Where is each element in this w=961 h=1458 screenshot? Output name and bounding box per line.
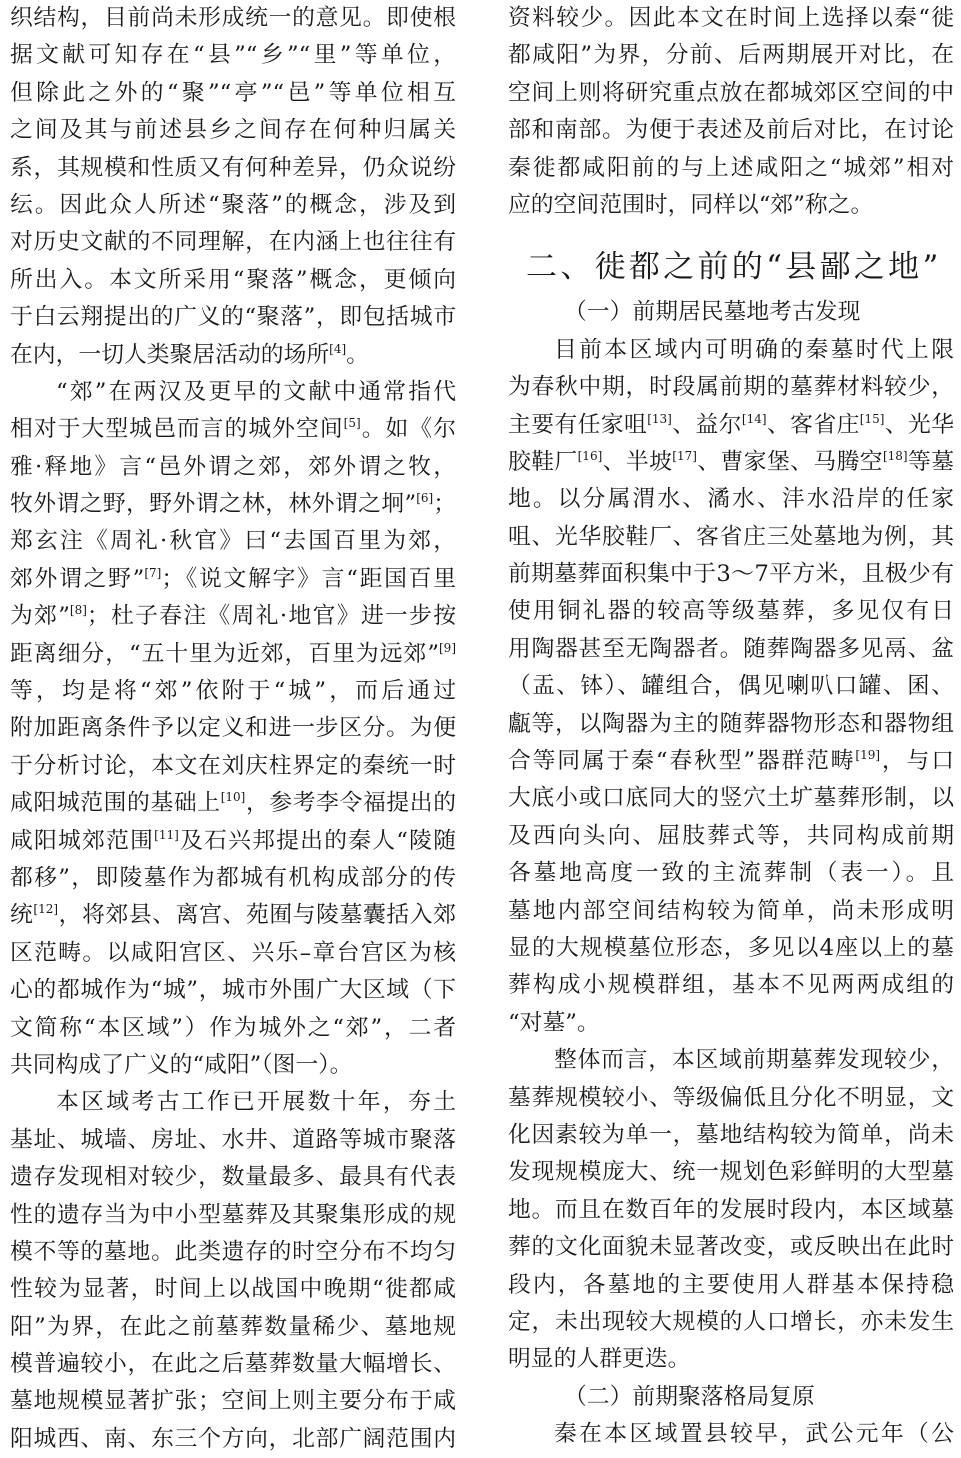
text-line xyxy=(10,0,456,37)
text-fragment: 秦在本区域置县较早，武公元年（公 xyxy=(554,1421,954,1448)
text-line xyxy=(508,706,954,743)
text-line xyxy=(10,150,456,187)
text-fragment: 使用铜礼器的较高等级墓葬，多见仅有日 xyxy=(508,598,954,625)
text-line xyxy=(508,967,954,1004)
text-line xyxy=(10,224,456,261)
text-fragment: 大底小或口底同大的竖穴土圹墓葬形制，以 xyxy=(508,785,954,812)
text-fragment: 部和南部。为便于表述及前后对比，在讨论 xyxy=(508,117,954,144)
text-fragment: 牧外谓之野，野外谓之林，林外谓之坰” xyxy=(10,491,417,518)
text-fragment: 模普遍较小，在此之后墓葬数量大幅增长、 xyxy=(10,1351,456,1378)
text-fragment: 等，均是将“郊”依附于“城”，而后通过 xyxy=(10,678,456,705)
text-line xyxy=(10,1309,456,1346)
text-line xyxy=(10,1234,456,1271)
text-line xyxy=(10,262,456,299)
text-fragment: ，参考李令福提出的 xyxy=(245,790,456,817)
text-fragment: “对墓”。 xyxy=(508,1009,600,1036)
text-line xyxy=(10,1159,456,1196)
text-fragment: 墓地内部空间结构较为简单，尚未形成明 xyxy=(508,897,954,924)
text-line xyxy=(508,1192,954,1229)
text-fragment: 地。而且在数百年的发展时段内，本区域墓 xyxy=(508,1196,954,1223)
text-fragment: 为郊” xyxy=(10,603,70,630)
text-fragment: 葬的文化面貌未显著改变，或反映出在此时 xyxy=(508,1234,954,1261)
text-fragment: 发现规模庞大、统一规划色彩鲜明的大型墓 xyxy=(508,1159,954,1186)
text-line xyxy=(508,1341,954,1378)
text-fragment: 对历史文献的不同理解，在内涵上也往往有 xyxy=(10,229,456,256)
subheading-settlement-pattern: （二）前期聚落格局复原 xyxy=(564,1383,815,1410)
text-fragment: 胶鞋厂 xyxy=(508,448,578,475)
text-fragment: 前期墓葬面积集中于3～7平方米，且极少有 xyxy=(508,561,954,588)
text-fragment: 据文献可知存在“县”“乡”“里”等单位， xyxy=(10,42,456,69)
text-line xyxy=(508,481,954,518)
text-fragment: 、半坡 xyxy=(602,448,673,475)
text-fragment: 明显的人群更迭。 xyxy=(508,1346,691,1373)
text-line xyxy=(10,374,456,411)
text-line xyxy=(10,673,456,710)
citation-ref: [5] xyxy=(343,416,361,431)
text-line xyxy=(10,523,456,560)
text-fragment: 但除此之外的“聚”“亭”“邑”等单位相互 xyxy=(10,79,456,106)
text-line xyxy=(10,598,456,635)
citation-ref: [17] xyxy=(672,448,697,463)
text-fragment: 等墓 xyxy=(907,448,954,475)
text-fragment: 葬构成小规模群组，基本不见两两成组的 xyxy=(508,972,954,999)
text-fragment: 统 xyxy=(10,902,34,929)
text-fragment: 遗存发现相对较少，数量最多、最具有代表 xyxy=(10,1164,456,1191)
citation-ref: [11] xyxy=(154,827,179,842)
text-fragment: 距离细分，“五十里为近郊，百里为远郊” xyxy=(10,640,439,667)
text-fragment: 阳”为界，在此之前墓葬数量稀少、墓地规 xyxy=(10,1313,456,1340)
text-line xyxy=(10,299,456,336)
text-fragment: 系，其规模和性质又有何种差异，仍众说纷 xyxy=(10,154,456,181)
text-fragment: 区范畴。以咸阳宫区、兴乐–章台宫区为核 xyxy=(10,939,456,966)
text-line xyxy=(508,668,954,705)
text-fragment: “郊”在两汉及更早的文献中通常指代 xyxy=(56,378,456,405)
text-fragment: 合等同属于秦“春秋型”器群范畴 xyxy=(508,748,856,775)
text-line xyxy=(10,972,456,1009)
text-fragment: 为春秋中期，时段属前期的墓葬材料较少， xyxy=(508,374,954,401)
text-line xyxy=(508,1304,954,1341)
text-fragment: 甗等，以陶器为主的随葬器物形态和器物组 xyxy=(508,710,954,737)
text-line xyxy=(10,411,456,448)
text-line xyxy=(508,593,954,630)
text-line xyxy=(10,486,456,523)
text-fragment: 都移”，即陵墓作为都城有机构成部分的传 xyxy=(10,864,456,891)
citation-ref: [19] xyxy=(855,748,881,763)
text-fragment: 。如《尔 xyxy=(360,416,456,443)
subheading-burial-sites: （一）前期居民墓地考古发现 xyxy=(564,299,861,326)
text-fragment: 心的都城作为“城”，城市外围广大区域（下 xyxy=(10,977,456,1004)
text-fragment: 咸阳城郊范围 xyxy=(10,827,155,854)
text-fragment: 化因素较为单一，墓地结构较为简单，尚未 xyxy=(508,1121,954,1148)
text-fragment: 咸阳城范围的基础上 xyxy=(10,790,221,817)
text-fragment: 整体而言，本区域前期墓葬发现较少， xyxy=(554,1047,954,1074)
text-fragment: 墓葬规模较小、等级偏低且分化不明显，文 xyxy=(508,1084,954,1111)
text-fragment: 资料较少。因此本文在时间上选择以秦“徙 xyxy=(508,5,954,31)
text-fragment: 段内，各墓地的主要使用人群基本保持稳 xyxy=(508,1271,954,1298)
left-column xyxy=(10,0,456,1458)
text-fragment: 各墓地高度一致的主流葬制（表一）。且 xyxy=(508,860,954,887)
text-fragment: 、曹家堡、马腾空 xyxy=(696,448,883,475)
text-line xyxy=(10,1346,456,1383)
text-fragment: 秦徙都咸阳前的与上述咸阳之“城郊”相对 xyxy=(508,154,954,181)
right-paragraph-county xyxy=(508,1416,954,1453)
text-line xyxy=(10,785,456,822)
text-line xyxy=(508,1117,954,1154)
text-line xyxy=(508,855,954,892)
citation-ref: [12] xyxy=(33,902,59,917)
text-line xyxy=(508,1229,954,1266)
text-line xyxy=(508,75,954,112)
text-fragment: 咀、光华胶鞋厂、客省庄三处墓地为例，其 xyxy=(508,523,954,550)
text-fragment: 用陶器甚至无陶器者。随葬陶器多见鬲、盆 xyxy=(508,635,954,662)
text-fragment: ，与口 xyxy=(880,748,954,775)
text-line xyxy=(508,930,954,967)
text-fragment: 、益尔 xyxy=(671,411,742,438)
text-line xyxy=(508,112,954,149)
text-fragment: （盂、钵）、罐组合，偶见喇叭口罐、囷、 xyxy=(508,673,954,700)
citation-ref: [7] xyxy=(144,565,162,580)
text-fragment: 墓地规模显著扩张；空间上则主要分布于咸 xyxy=(10,1388,456,1415)
text-line xyxy=(10,1383,456,1420)
text-fragment: 在内，一切人类聚居活动的场所 xyxy=(10,341,330,368)
text-line xyxy=(508,519,954,556)
citation-ref: [14] xyxy=(741,411,767,426)
text-line xyxy=(10,1084,456,1121)
text-fragment: 、光华 xyxy=(884,411,954,438)
text-line xyxy=(508,1416,954,1453)
text-line xyxy=(10,897,456,934)
text-line xyxy=(10,710,456,747)
text-fragment: 基址、城墙、房址、水井、道路等城市聚落 xyxy=(10,1126,456,1153)
text-fragment: 地。以分属渭水、潏水、沣水沿岸的任家 xyxy=(508,486,954,513)
text-line xyxy=(10,1421,456,1458)
text-fragment: 应的空间范围时，同样以“郊”称之。 xyxy=(508,191,874,218)
citation-ref: [6] xyxy=(416,491,434,506)
text-line xyxy=(508,556,954,593)
citation-ref: [13] xyxy=(647,411,672,426)
right-paragraphs-burials xyxy=(508,332,954,1379)
text-line xyxy=(508,780,954,817)
text-fragment: 本区域考古工作已开展数十年，夯土 xyxy=(56,1089,456,1116)
text-fragment: 之间及其与前述县乡之间存在何种归属关 xyxy=(10,117,456,144)
text-line xyxy=(508,407,954,444)
text-line xyxy=(10,823,456,860)
text-line xyxy=(10,112,456,149)
text-fragment: 性的遗存当为中小型墓葬及其聚集形成的规 xyxy=(10,1201,456,1228)
text-line xyxy=(10,748,456,785)
text-line xyxy=(10,860,456,897)
text-fragment: ；《说文解字》言“距国百里 xyxy=(161,565,456,592)
text-line xyxy=(508,631,954,668)
text-line xyxy=(508,1005,954,1042)
text-fragment: ；杜子春注《周礼·地官》进一步按 xyxy=(86,603,456,630)
text-line xyxy=(10,75,456,112)
right-column xyxy=(508,0,954,1453)
text-fragment: 定，未出现较大规模的人口增长，亦未发生 xyxy=(508,1308,954,1335)
citation-ref: [15] xyxy=(859,411,885,426)
text-fragment: 织结构，目前尚未形成统一的意见。即使根 xyxy=(10,5,456,31)
text-fragment: ； xyxy=(433,491,456,518)
section-heading: 二、徙都之前的“县鄙之地” xyxy=(526,249,942,286)
text-line xyxy=(10,1122,456,1159)
text-line xyxy=(508,369,954,406)
citation-ref: [10] xyxy=(220,790,246,805)
text-fragment: 目前本区域内可明确的秦墓时代上限 xyxy=(554,336,954,363)
text-fragment: 郊外谓之野” xyxy=(10,565,145,592)
text-fragment: 雅·释地》言“邑外谓之郊，郊外谓之牧， xyxy=(10,453,456,480)
text-line xyxy=(508,37,954,74)
right-paragraph-intro xyxy=(508,0,954,224)
text-fragment: 阳城西、南、东三个方向，北部广阔范围内 xyxy=(10,1425,456,1452)
citation-ref: [8] xyxy=(69,603,87,618)
text-line xyxy=(508,1042,954,1079)
text-line xyxy=(508,0,954,37)
text-fragment: 。 xyxy=(346,341,369,368)
citation-ref: [16] xyxy=(577,448,603,463)
text-line xyxy=(10,187,456,224)
text-fragment: 主要有任家咀 xyxy=(508,411,648,438)
text-fragment: 纭。因此众人所述“聚落”的概念，涉及到 xyxy=(10,191,456,218)
text-line xyxy=(508,332,954,369)
citation-ref: [18] xyxy=(882,448,908,463)
citation-ref: [4] xyxy=(329,341,347,356)
text-line xyxy=(508,187,954,224)
text-fragment: 、客省庄 xyxy=(766,411,860,438)
text-line xyxy=(10,337,456,374)
text-line xyxy=(508,743,954,780)
text-line xyxy=(508,150,954,187)
text-line xyxy=(508,1080,954,1117)
citation-ref: [9] xyxy=(439,640,456,655)
text-line xyxy=(508,818,954,855)
text-fragment: ，将郊县、离宫、苑囿与陵墓囊括入郊 xyxy=(58,902,456,929)
text-fragment: 于分析讨论，本文在刘庆柱界定的秦统一时 xyxy=(10,752,456,779)
text-line xyxy=(10,1271,456,1308)
text-fragment: 及石兴邦提出的秦人“陵随 xyxy=(178,827,456,854)
text-line xyxy=(10,1047,456,1084)
text-fragment: 性较为显著，时间上以战国中晚期“徙都咸 xyxy=(10,1276,456,1303)
text-fragment: 郑玄注《周礼·秋官》曰“去国百里为郊， xyxy=(10,528,456,555)
text-fragment: 相对于大型城邑而言的城外空间 xyxy=(10,416,344,443)
text-fragment: 于白云翔提出的广义的“聚落”，即包括城市 xyxy=(10,304,456,331)
text-line xyxy=(10,561,456,598)
text-fragment: 显的大规模墓位形态，多见以4座以上的墓 xyxy=(508,934,954,961)
text-line xyxy=(10,449,456,486)
text-line xyxy=(508,444,954,481)
text-line xyxy=(10,37,456,74)
text-fragment: 都咸阳”为界，分前、后两期展开对比，在 xyxy=(508,42,954,69)
text-line xyxy=(508,893,954,930)
text-line xyxy=(10,1010,456,1047)
text-fragment: 文简称“本区域”）作为城外之“郊”，二者 xyxy=(10,1014,456,1041)
text-fragment: 附加距离条件予以定义和进一步区分。为便 xyxy=(10,715,456,742)
text-line xyxy=(508,1267,954,1304)
text-fragment: 共同构成了广义的“咸阳”（图一）。 xyxy=(10,1051,353,1078)
text-line xyxy=(10,636,456,673)
text-fragment: 及西向头向、屈肢葬式等，共同构成前期 xyxy=(508,822,954,849)
text-fragment: 空间上则将研究重点放在都城郊区空间的中 xyxy=(508,79,954,106)
text-fragment: 模不等的墓地。此类遗存的时空分布不均匀 xyxy=(10,1238,456,1265)
text-fragment: 所出入。本文所采用“聚落”概念，更倾向 xyxy=(10,266,456,293)
text-line xyxy=(10,935,456,972)
text-line xyxy=(508,1154,954,1191)
text-line xyxy=(10,1197,456,1234)
